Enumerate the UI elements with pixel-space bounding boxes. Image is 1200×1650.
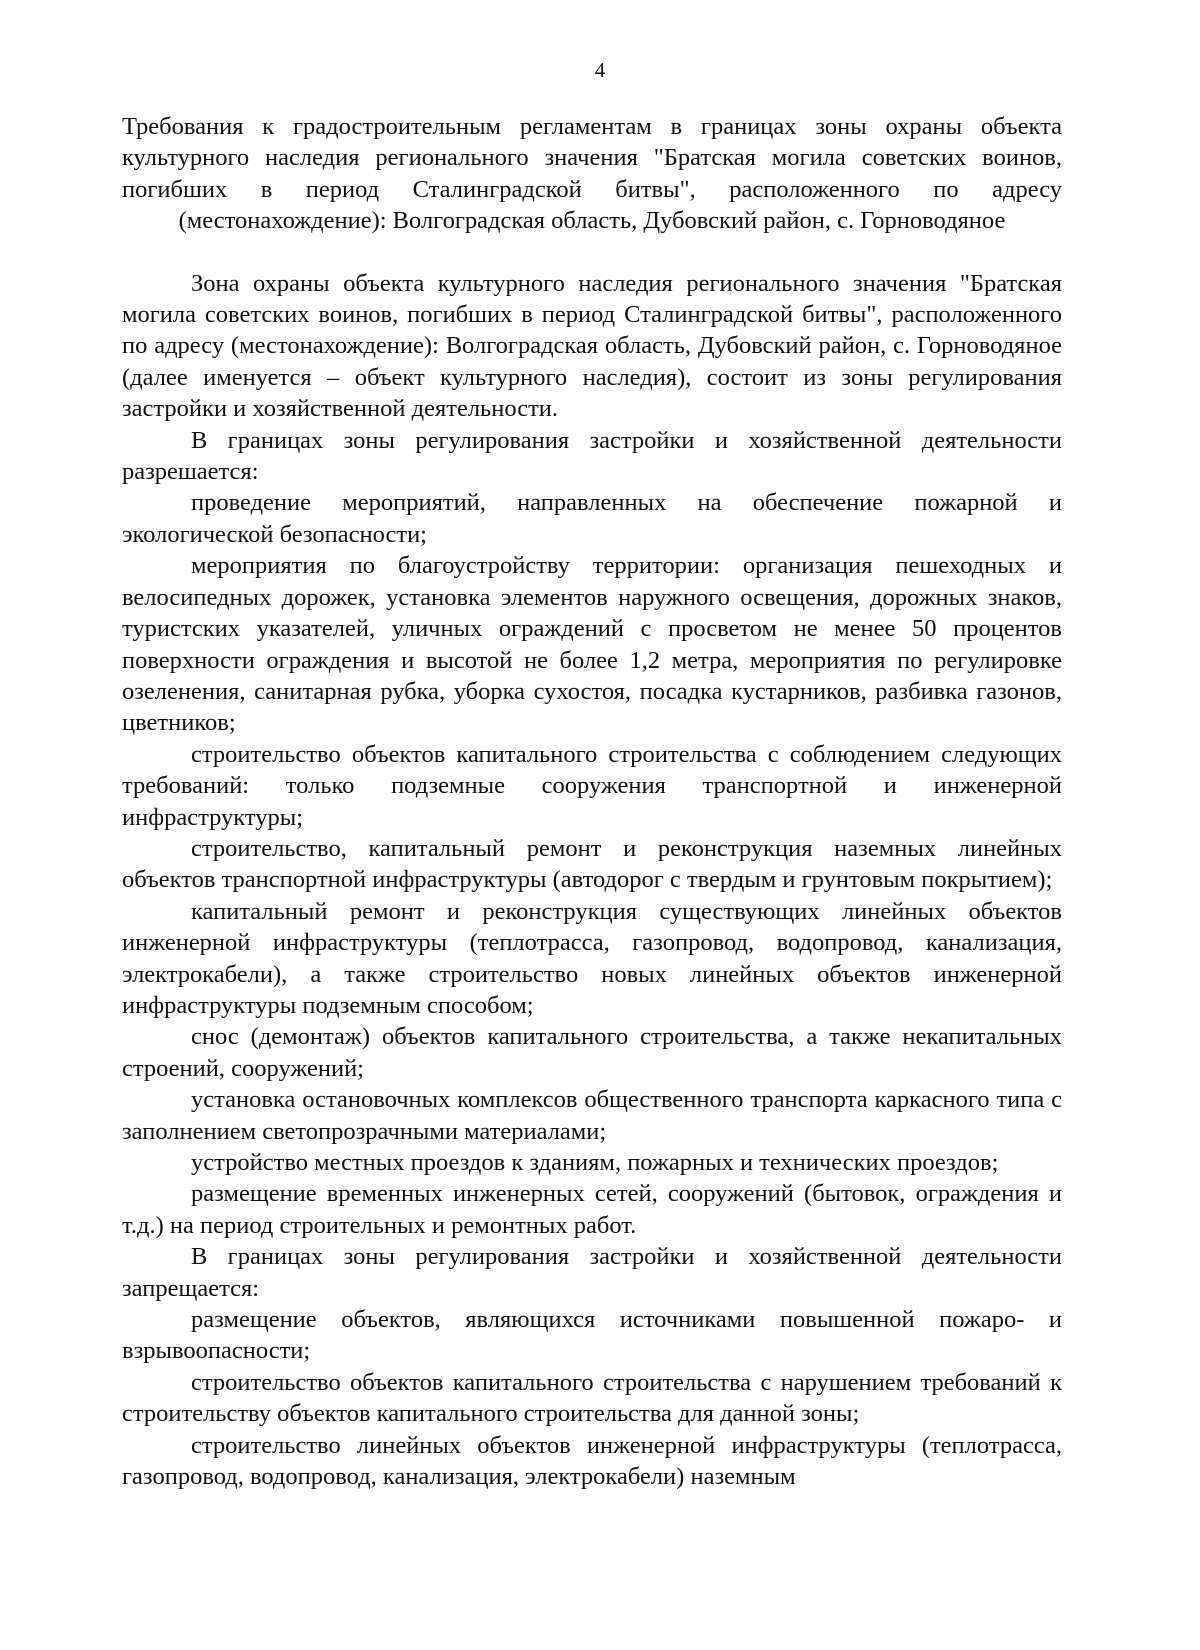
paragraph-prohibited-intro: В границах зоны регулирования застройки и хозяйственной деятельности запрещается: <box>122 1243 1062 1302</box>
paragraph-allowed-item: мероприятия по благоустройству территории: организация пешеходных и велосипедных дорожек, установка элементов наружного освещения, дорожных знаков, туристских указателей, уличных ограждений с просветом не менее 50 процентов поверхности ограждения и высотой не более 1,2 метра, мероприятия по регулировке озеленения, санитарная рубка, уборка сухостоя, посадка кустарников, разбивка газонов, цветников; <box>122 552 1062 737</box>
paragraph-prohibited-item: строительство линейных объектов инженерной инфраструктуры (теплотрасса, газопровод, водопровод, канализация, электрокабели) наземным <box>122 1431 1062 1491</box>
page-number: 4 <box>594 58 606 82</box>
paragraph-allowed-item: строительство объектов капитального строительства с соблюдением следующих требований: только подземные сооружения транспортной и инженерной инфраструктуры; <box>122 740 1062 831</box>
paragraph-allowed-item: размещение временных инженерных сетей, сооружений (бытовок, ограждения и т.д.) на период строительных и ремонтных работ. <box>122 1180 1062 1239</box>
document-heading: Требования к градостроительным регламентам в границах зоны охраны объекта культурного наследия регионального значения "Братская могила советских воинов, погибших в период Сталинградской битвы", расположенного по адресу (местонахождение): Волгоградская область, Дубовский район, с. Горноводяное <box>122 113 1062 235</box>
paragraph-allowed-intro: В границах зоны регулирования застройки и хозяйственной деятельности разрешается: <box>122 426 1062 486</box>
paragraph-allowed-item: устройство местных проездов к зданиям, пожарных и технических проездов; <box>191 1149 999 1176</box>
paragraph-prohibited-item: строительство объектов капитального строительства с нарушением требований к строительству объектов капитального строительства для данной зоны; <box>122 1368 1062 1428</box>
paragraph-allowed-item: проведение мероприятий, направленных на обеспечение пожарной и экологической безопасности; <box>122 489 1062 548</box>
document-body <box>122 111 1062 1492</box>
paragraph-zone-description: Зона охраны объекта культурного наследия регионального значения "Братская могила советских воинов, погибших в период Сталинградской битвы", расположенного по адресу (местонахождение): Волгоградская область, Дубовский район, с. Горноводяное (далее именуется – объект культурного наследия), состоит из зоны регулирования застройки и хозяйственной деятельности. <box>122 269 1062 423</box>
paragraph-allowed-item: капитальный ремонт и реконструкция существующих линейных объектов инженерной инфраструктуры (теплотрасса, газопровод, водопровод, канализация, электрокабели), а также строительство новых линейных объектов инженерной инфраструктуры подземным способом; <box>122 897 1062 1019</box>
paragraph-prohibited-item: размещение объектов, являющихся источниками повышенной пожаро- и взрывоопасности; <box>122 1306 1062 1365</box>
paragraph-allowed-item: установка остановочных комплексов общественного транспорта каркасного типа с заполнением светопрозрачными материалами; <box>122 1086 1062 1145</box>
paragraph-allowed-item: строительство, капитальный ремонт и реконструкция наземных линейных объектов транспортной инфраструктуры (автодорог с твердым и грунтовым покрытием); <box>122 834 1062 894</box>
paragraph-allowed-item: снос (демонтаж) объектов капитального строительства, а также некапитальных строений, сооружений; <box>122 1023 1062 1082</box>
